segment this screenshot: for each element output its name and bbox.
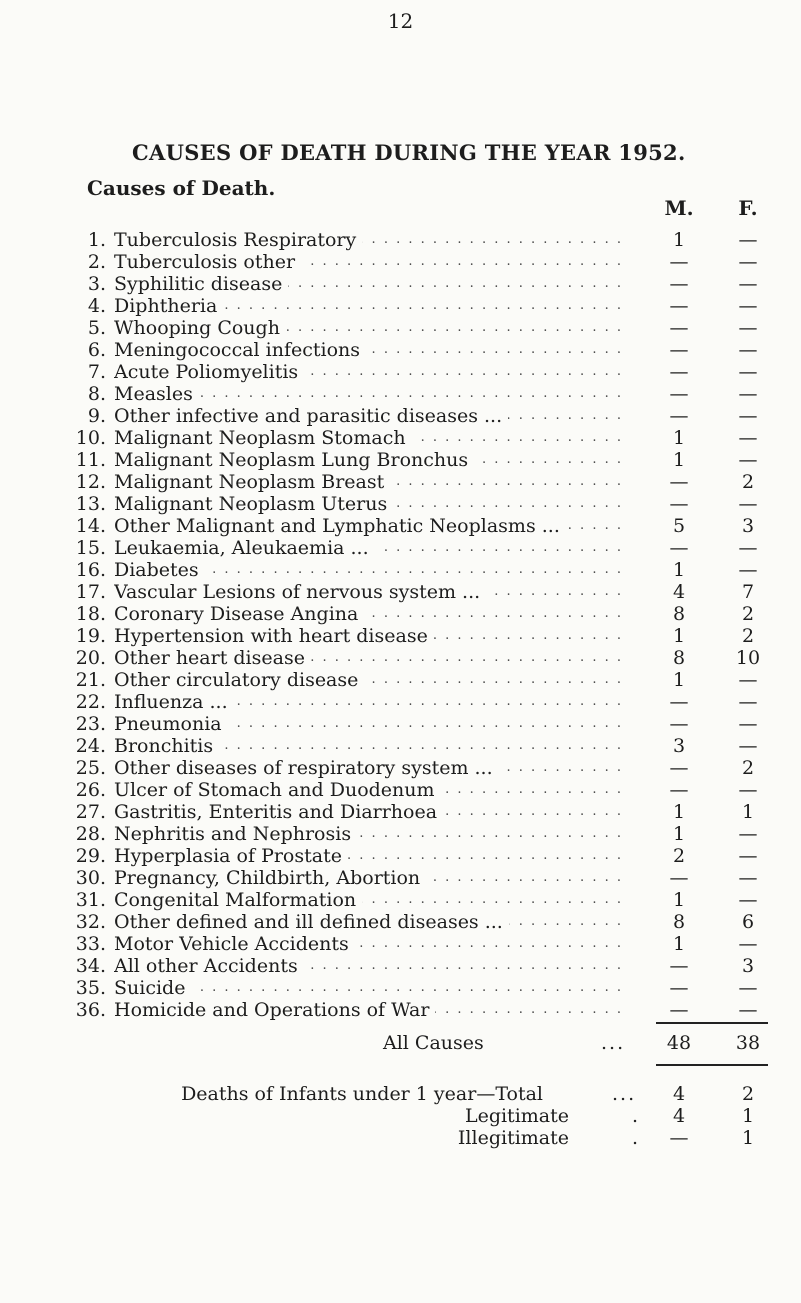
row-number: 9. — [87, 405, 106, 427]
cause-text: Malignant Neoplasm Breast — [114, 471, 390, 493]
cause-text: Acute Poliomyelitis — [114, 361, 304, 383]
cause-label — [114, 735, 626, 757]
male-count: 1 — [672, 559, 686, 581]
cause-text: Other heart disease — [114, 647, 311, 669]
table-row — [0, 559, 801, 581]
cause-text: Other defined and ill defined diseases ... — [114, 911, 509, 933]
table-row — [0, 339, 801, 361]
male-count: — — [669, 273, 689, 295]
page-title: CAUSES OF DEATH DURING THE YEAR 1952. — [132, 140, 686, 165]
table-row — [0, 779, 801, 801]
table-row — [0, 977, 801, 999]
row-number: 10. — [75, 427, 106, 449]
table-row — [0, 229, 801, 251]
cause-label — [114, 757, 626, 779]
female-count: 2 — [741, 625, 755, 647]
cause-text: Motor Vehicle Accidents — [114, 933, 355, 955]
male-count: — — [669, 537, 689, 559]
cause-text: Suicide — [114, 977, 191, 999]
cause-text: Malignant Neoplasm Uterus — [114, 493, 393, 515]
male-count: 5 — [672, 515, 686, 537]
cause-text: Diabetes — [114, 559, 205, 581]
male-count: 8 — [672, 911, 686, 933]
female-count: — — [738, 427, 758, 449]
male-column-header: M. — [664, 196, 694, 220]
male-count: — — [669, 383, 689, 405]
row-number: 36. — [75, 999, 106, 1021]
cause-text: Whooping Cough — [114, 317, 286, 339]
cause-label — [114, 515, 626, 537]
table-row — [0, 867, 801, 889]
cause-text: Other infective and parasitic diseases ... — [114, 405, 508, 427]
table-row — [0, 537, 801, 559]
male-count: — — [669, 493, 689, 515]
row-number: 4. — [87, 295, 106, 317]
infant-total-leader: ... — [612, 1083, 637, 1105]
cause-text: All other Accidents — [114, 955, 304, 977]
female-count: — — [738, 317, 758, 339]
cause-label — [114, 383, 626, 405]
row-number: 18. — [75, 603, 106, 625]
female-count: — — [738, 229, 758, 251]
cause-text: Other circulatory disease — [114, 669, 364, 691]
row-number: 6. — [87, 339, 106, 361]
row-number: 35. — [75, 977, 106, 999]
table-row — [0, 735, 801, 757]
row-number: 27. — [75, 801, 106, 823]
infant-illegitimate-female: 1 — [741, 1127, 755, 1149]
cause-label — [114, 361, 626, 383]
table-row — [0, 273, 801, 295]
table-row — [0, 955, 801, 977]
causes-subheading: Causes of Death. — [87, 176, 276, 200]
table-row — [0, 493, 801, 515]
row-number: 34. — [75, 955, 106, 977]
cause-label — [114, 823, 626, 845]
table-row — [0, 691, 801, 713]
female-count: — — [738, 735, 758, 757]
cause-text: Coronary Disease Angina — [114, 603, 364, 625]
female-count: 3 — [741, 515, 755, 537]
cause-text: Diphtheria — [114, 295, 223, 317]
table-row — [0, 801, 801, 823]
female-count: — — [738, 977, 758, 999]
row-number: 13. — [75, 493, 106, 515]
cause-text: Pregnancy, Childbirth, Abortion — [114, 867, 426, 889]
male-count: — — [669, 977, 689, 999]
page-number: 12 — [387, 9, 414, 33]
male-count: 4 — [672, 581, 686, 603]
female-count: 1 — [741, 801, 755, 823]
male-count: — — [669, 405, 689, 427]
row-number: 8. — [87, 383, 106, 405]
male-count: — — [669, 779, 689, 801]
cause-text: Malignant Neoplasm Stomach — [114, 427, 412, 449]
total-male: 48 — [666, 1032, 692, 1054]
cause-label — [114, 625, 626, 647]
table-row — [0, 757, 801, 779]
total-leader: ... — [601, 1032, 626, 1054]
table-row — [0, 361, 801, 383]
cause-label — [114, 317, 626, 339]
infant-legitimate-male: 4 — [672, 1105, 686, 1127]
table-row — [0, 625, 801, 647]
cause-text: Tuberculosis Respiratory — [114, 229, 362, 251]
cause-label — [114, 955, 626, 977]
row-number: 7. — [87, 361, 106, 383]
table-row — [0, 933, 801, 955]
female-count: — — [738, 823, 758, 845]
cause-label — [114, 229, 626, 251]
table-row — [0, 317, 801, 339]
male-count: — — [669, 955, 689, 977]
male-count: 8 — [672, 647, 686, 669]
female-count: 2 — [741, 757, 755, 779]
table-row — [0, 449, 801, 471]
cause-label — [114, 251, 626, 273]
male-count: 1 — [672, 889, 686, 911]
total-female: 38 — [735, 1032, 761, 1054]
male-count: — — [669, 339, 689, 361]
female-count: 3 — [741, 955, 755, 977]
cause-text: Other Malignant and Lymphatic Neoplasms ... — [114, 515, 566, 537]
female-count: — — [738, 449, 758, 471]
female-count: 10 — [735, 647, 761, 669]
cause-label — [114, 273, 626, 295]
infant-illegitimate-male: — — [669, 1127, 689, 1149]
row-number: 14. — [75, 515, 106, 537]
cause-text: Leukaemia, Aleukaemia ... — [114, 537, 375, 559]
male-count: — — [669, 251, 689, 273]
table-row — [0, 405, 801, 427]
table-row — [0, 515, 801, 537]
male-count: 1 — [672, 427, 686, 449]
cause-label — [114, 999, 626, 1021]
row-number: 25. — [75, 757, 106, 779]
cause-text: Hypertension with heart disease — [114, 625, 434, 647]
cause-label — [114, 427, 626, 449]
row-number: 29. — [75, 845, 106, 867]
row-number: 24. — [75, 735, 106, 757]
female-count: 6 — [741, 911, 755, 933]
row-number: 23. — [75, 713, 106, 735]
male-count: 1 — [672, 449, 686, 471]
cause-label — [114, 339, 626, 361]
row-number: 32. — [75, 911, 106, 933]
infant-illegitimate-leader: . — [632, 1127, 641, 1149]
cause-text: Tuberculosis other — [114, 251, 301, 273]
cause-text: Other diseases of respiratory system ... — [114, 757, 499, 779]
male-count: — — [669, 691, 689, 713]
male-count: 1 — [672, 801, 686, 823]
female-count: 7 — [741, 581, 755, 603]
cause-text: Nephritis and Nephrosis — [114, 823, 357, 845]
male-count: — — [669, 471, 689, 493]
row-number: 20. — [75, 647, 106, 669]
male-count: — — [669, 867, 689, 889]
table-row — [0, 581, 801, 603]
cause-label — [114, 779, 626, 801]
cause-text: Syphilitic disease — [114, 273, 288, 295]
row-number: 16. — [75, 559, 106, 581]
cause-label — [114, 911, 626, 933]
table-row — [0, 669, 801, 691]
cause-label — [114, 559, 626, 581]
female-count: — — [738, 295, 758, 317]
table-row — [0, 999, 801, 1021]
table-row — [0, 603, 801, 625]
table-row — [0, 911, 801, 933]
table-row — [0, 471, 801, 493]
female-count: — — [738, 383, 758, 405]
cause-label — [114, 295, 626, 317]
cause-label — [114, 845, 626, 867]
table-row — [0, 823, 801, 845]
female-count: — — [738, 405, 758, 427]
cause-text: Gastritis, Enteritis and Diarrhoea — [114, 801, 443, 823]
table-row — [0, 251, 801, 273]
cause-label — [114, 867, 626, 889]
row-number: 17. — [75, 581, 106, 603]
female-count: — — [738, 999, 758, 1021]
female-count: 2 — [741, 603, 755, 625]
female-count: — — [738, 889, 758, 911]
row-number: 28. — [75, 823, 106, 845]
male-count: 1 — [672, 669, 686, 691]
cause-text: Pneumonia — [114, 713, 228, 735]
female-count: — — [738, 779, 758, 801]
female-count: — — [738, 339, 758, 361]
cause-text: Ulcer of Stomach and Duodenum — [114, 779, 441, 801]
infant-total-male: 4 — [672, 1083, 686, 1105]
cause-label — [114, 713, 626, 735]
cause-label — [114, 405, 626, 427]
cause-text: Influenza ... — [114, 691, 234, 713]
infant-total-label: Deaths of Infants under 1 year—Total — [181, 1083, 543, 1105]
cause-text: Vascular Lesions of nervous system ... — [114, 581, 486, 603]
infant-legitimate-female: 1 — [741, 1105, 755, 1127]
cause-label — [114, 647, 626, 669]
cause-label — [114, 537, 626, 559]
causes-table — [0, 229, 801, 1021]
female-count: — — [738, 251, 758, 273]
row-number: 1. — [87, 229, 106, 251]
row-number: 21. — [75, 669, 106, 691]
male-count: — — [669, 295, 689, 317]
table-row — [0, 383, 801, 405]
cause-label — [114, 933, 626, 955]
row-number: 26. — [75, 779, 106, 801]
male-count: 1 — [672, 625, 686, 647]
infant-total-female: 2 — [741, 1083, 755, 1105]
table-row — [0, 427, 801, 449]
female-count: — — [738, 273, 758, 295]
cause-label — [114, 669, 626, 691]
female-count: — — [738, 361, 758, 383]
female-count: — — [738, 493, 758, 515]
cause-label — [114, 603, 626, 625]
male-count: — — [669, 999, 689, 1021]
infant-legitimate-leader: . — [632, 1105, 641, 1127]
male-count: — — [669, 757, 689, 779]
cause-text: Bronchitis — [114, 735, 219, 757]
row-number: 31. — [75, 889, 106, 911]
table-row — [0, 845, 801, 867]
row-number: 5. — [87, 317, 106, 339]
female-column-header: F. — [738, 196, 758, 220]
cause-text: Homicide and Operations of War — [114, 999, 435, 1021]
female-count: — — [738, 559, 758, 581]
row-number: 15. — [75, 537, 106, 559]
female-count: — — [738, 537, 758, 559]
row-number: 12. — [75, 471, 106, 493]
row-number: 22. — [75, 691, 106, 713]
cause-text: Malignant Neoplasm Lung Bronchus — [114, 449, 474, 471]
cause-text: Meningococcal infections — [114, 339, 366, 361]
cause-text: Hyperplasia of Prostate — [114, 845, 348, 867]
row-number: 30. — [75, 867, 106, 889]
male-count: — — [669, 361, 689, 383]
total-label: All Causes — [383, 1032, 484, 1054]
male-count: 3 — [672, 735, 686, 757]
row-number: 11. — [75, 449, 106, 471]
infant-illegitimate-label: Illegitimate — [457, 1127, 569, 1149]
female-count: — — [738, 867, 758, 889]
cause-label — [114, 977, 626, 999]
cause-label — [114, 801, 626, 823]
row-number: 3. — [87, 273, 106, 295]
cause-label — [114, 471, 626, 493]
infant-legitimate-label: Legitimate — [464, 1105, 569, 1127]
male-count: 2 — [672, 845, 686, 867]
female-count: — — [738, 691, 758, 713]
female-count: — — [738, 713, 758, 735]
female-count: — — [738, 669, 758, 691]
female-count: 2 — [741, 471, 755, 493]
total-rule-bottom — [656, 1064, 768, 1066]
male-count: 1 — [672, 823, 686, 845]
cause-label — [114, 691, 626, 713]
cause-label — [114, 449, 626, 471]
male-count: — — [669, 713, 689, 735]
male-count: 1 — [672, 933, 686, 955]
cause-text: Measles — [114, 383, 199, 405]
male-count: — — [669, 317, 689, 339]
cause-text: Congenital Malformation — [114, 889, 362, 911]
cause-label — [114, 581, 626, 603]
cause-label — [114, 889, 626, 911]
row-number: 19. — [75, 625, 106, 647]
row-number: 33. — [75, 933, 106, 955]
female-count: — — [738, 933, 758, 955]
male-count: 1 — [672, 229, 686, 251]
male-count: 8 — [672, 603, 686, 625]
table-row — [0, 295, 801, 317]
total-rule-top — [656, 1022, 768, 1024]
table-row — [0, 647, 801, 669]
female-count: — — [738, 845, 758, 867]
cause-label — [114, 493, 626, 515]
row-number: 2. — [87, 251, 106, 273]
table-row — [0, 713, 801, 735]
table-row — [0, 889, 801, 911]
